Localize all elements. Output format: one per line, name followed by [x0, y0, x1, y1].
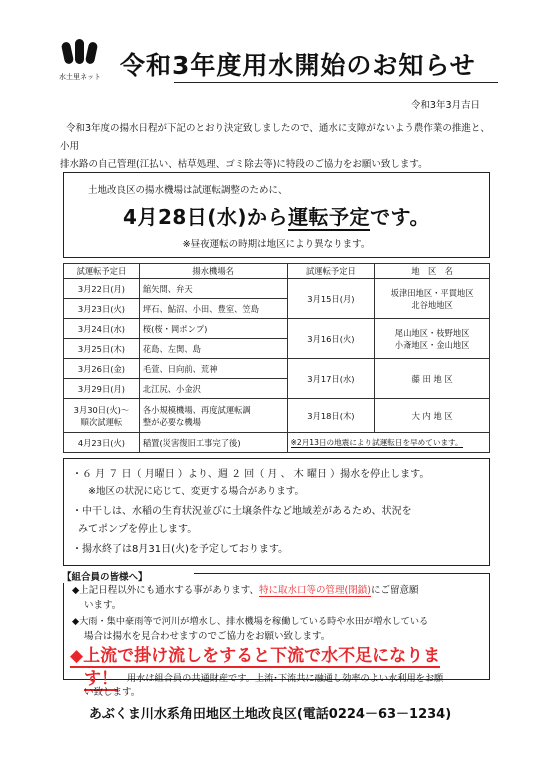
member-note: います。: [84, 600, 122, 611]
table-row: [64, 279, 490, 299]
station-name: 花島、左関、島: [139, 339, 287, 359]
logo-drop-icon: [61, 41, 74, 64]
district-name: 大 内 地 区: [375, 399, 490, 433]
member-note: 場合は揚水を見合わせますのでご協力をお願い致します。: [84, 631, 331, 642]
header-divider: [174, 82, 498, 83]
notice-main-prefix: 4月28日(水)から: [123, 205, 289, 229]
table-row: [64, 433, 490, 453]
member-note: [72, 582, 418, 596]
members-box-top-border: [194, 573, 489, 574]
district-name: 尾山地区・枝野地区 小斎地区・金山地区: [375, 319, 490, 359]
trial-date: 3月25日(木): [64, 339, 140, 359]
trial-date: 3月23日(火): [64, 299, 140, 319]
district-trial-date: 3月15日(月): [287, 279, 375, 319]
trial-date: 3月22日(月): [64, 279, 140, 299]
logo: [58, 38, 102, 90]
page-title: 令和3年度用水開始のお知らせ: [120, 51, 476, 80]
schedule-notes-box: [63, 458, 490, 566]
table-footnote-text: ※2月13日の地震により試運転日を早めています。: [290, 438, 463, 447]
nakabiki-note: みてポンプを停止します。: [78, 524, 198, 535]
district-name: 藤 田 地 区: [375, 359, 490, 399]
stop-schedule-note: ※地区の状況に応じて、変更する場合があります。: [88, 486, 305, 497]
station-name: 毛萱、日向前、荒神: [139, 359, 287, 379]
table-row: [64, 399, 490, 433]
trial-date: 3月26日(金): [64, 359, 140, 379]
table-row: [64, 359, 490, 379]
stop-schedule: ・６ 月 ７ 日（ 月曜日 ）より、週 ２ 回（ 月 、 木 曜日 ）揚水を停止します。: [72, 469, 430, 480]
station-name: 各小規模機場、再度試運転調整が必要な機場: [139, 399, 287, 433]
notice-main-underlined: 運転予定: [288, 205, 371, 229]
member-note-pre: ◆上記日程以外にも通水する事があります、: [72, 585, 260, 596]
table-header: 揚水機場名: [139, 264, 287, 279]
district-trial-date: 3月16日(火): [287, 319, 375, 359]
header: [58, 38, 498, 90]
warning-text: ◆上流で掛け流しをすると下流で水不足になりま: [70, 646, 441, 666]
warning-headline: [70, 641, 440, 666]
trial-date: 3月30日(火)～順次試運転: [64, 399, 140, 433]
intro-line: 排水路の自己管理(江払い、枯草処理、ゴミ除去等)に特段のご協力をお願い致します。: [60, 159, 428, 170]
district-trial-date: 3月18日(木): [287, 399, 375, 433]
member-note: 用水は組合員の共通財産です。上流･下流共に融通し効率のよい水利用をお願: [127, 673, 444, 684]
end-date: ・揚水終了は8月31日(火)を予定しております。: [72, 544, 289, 555]
notice-lead: 土地改良区の揚水機場は試運転調整のために、: [88, 185, 288, 196]
nakabiki-note: ・中干しは、水稲の生育状況並びに土壌条件など地域差があるため、状況を: [72, 506, 412, 517]
station-name: 舘矢間、弁天: [139, 279, 287, 299]
notice-note: ※昼夜運転の時期は地区により異なります。: [182, 239, 371, 250]
table-header-row: [64, 264, 490, 279]
district-name: 坂津田地区・平貫地区 北谷地地区: [375, 279, 490, 319]
logo-drop-icon: [85, 41, 98, 64]
intro-text: [60, 120, 490, 174]
table-row: [64, 319, 490, 339]
member-note-highlight: 特に取水口等の管理(閉鎖): [259, 585, 371, 596]
table-footnote: [287, 433, 489, 453]
district-trial-date: 3月17日(水): [287, 359, 375, 399]
station-name: 桜(桜・岡ポンプ): [139, 319, 287, 339]
trial-date: 3月24日(水): [64, 319, 140, 339]
logo-text: 水土里ネット: [59, 73, 101, 81]
station-name: 北江尻、小金沢: [139, 379, 287, 399]
issue-date: 令和3年3月吉日: [410, 100, 480, 111]
members-notice-box: [63, 573, 490, 689]
intro-line: 令和3年度の揚水日程が下記のとおり決定致しましたので、通水に支障がないよう農作業の推進と、小用: [60, 123, 490, 152]
logo-drop-icon: [75, 39, 84, 64]
member-note: ◆大雨・集中豪雨等で河川が増水し、排水機場を稼働している時や水田が増水している: [72, 616, 429, 627]
notice-main: [64, 201, 489, 230]
warning-text: す！: [84, 669, 118, 689]
trial-date: 4月23日(火): [64, 433, 140, 453]
members-heading: 【組合員の皆様へ】: [62, 569, 148, 583]
start-notice-box: [63, 172, 490, 258]
member-note: い致します。: [84, 687, 141, 698]
schedule-table: [63, 263, 490, 453]
table-header: 試運転予定日: [287, 264, 375, 279]
notice-main-suffix: です。: [370, 205, 430, 229]
trial-date: 3月29日(月): [64, 379, 140, 399]
station-name: 坪石、鮎沼、小田、豊室、笠島: [139, 299, 287, 319]
station-name: 稲置(災害復旧工事完了後): [139, 433, 287, 453]
table-header: 試運転予定日: [64, 264, 140, 279]
contact-footer: あぶくま川水系角田地区土地改良区(電話0224－63－1234): [88, 707, 452, 722]
member-note-post: にご留意願: [370, 585, 419, 596]
table-header: 地 区 名: [375, 264, 490, 279]
